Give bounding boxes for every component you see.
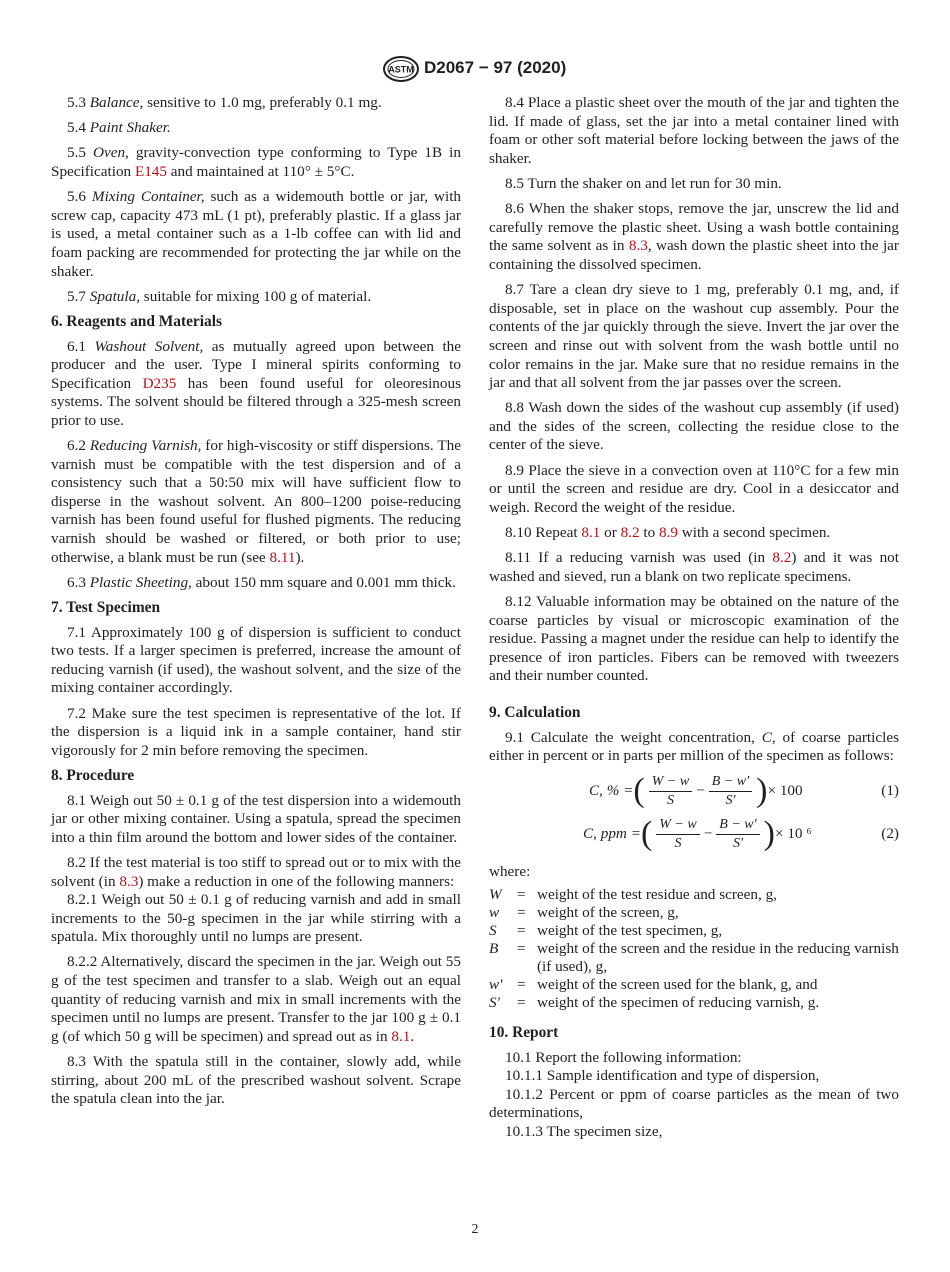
ref-8-9[interactable]: 8.9 <box>658 524 678 542</box>
eq2-number: (2) <box>881 825 899 843</box>
ref-8-2[interactable]: 8.2 <box>620 524 640 542</box>
page-number: 2 <box>471 1222 479 1237</box>
section-8-7: 8.7 Tare a clean dry sieve to 1 mg, preferably 0.1 mg, and, if disposable, set in place on the washout cup assembly. Pour the contents of the jar quickly through the sieve. Invert the jar over the screen and rinse out with solvent from the wash bottle until no color remains in the jar. Make sure that no residue remains in the jar and that all solvent from the jar passes over the screen. <box>489 281 899 392</box>
ref-8-1[interactable]: 8.1 <box>581 524 601 542</box>
ref-d235[interactable]: D235 <box>142 374 177 392</box>
section-8-5: 8.5 Turn the shaker on and let run for 30 min. <box>505 174 782 192</box>
ref-8-3[interactable]: 8.3 <box>628 237 648 255</box>
definition-row: W = weight of the test residue and screen, g, <box>489 885 777 903</box>
section-6-3: 6.3 Plastic Sheeting, about 150 mm square and 0.001 mm thick. <box>67 573 456 591</box>
section-6-2: 6.2 Reducing Varnish, for high-viscosity or stiff dispersions. The varnish must be compatible with the test dispersion and of a consistency such that a 50:50 mix will have sufficient flow to disperse in the washout solvent. An 800–1200 poise-reducing varnish has been found useful for flushed pigments. The reducing varnish should be washed or filtered, or both prior to use; otherwise, a blank must be run (see 8.11). <box>51 437 461 566</box>
eq1-multiplier: × 100 <box>767 782 803 800</box>
section-5-5: 5.5 Oven, gravity-convection type conforming to Type 1B in Specification E145 and maintained at 110° ± 5°C. <box>51 144 461 180</box>
left-column <box>51 94 461 1115</box>
section-8-2-1: 8.2.1 Weigh out 50 ± 0.1 g of reducing varnish and add in small increments to the 50-g specimen in the jar while stirring with a spatula. Mix thoroughly until no lumps are present. <box>51 891 461 946</box>
section-8-11: 8.11 If a reducing varnish was used (in 8.2) and it was not washed and sieved, run a blank on two replicate specimens. <box>489 549 899 585</box>
section-8-4: 8.4 Place a plastic sheet over the mouth of the jar and tighten the lid. If made of glass, set the jar into a metal container lined with foam or other soft material before locking between the jaws of the shaker. <box>489 94 899 167</box>
ref-e145[interactable]: E145 <box>134 162 167 180</box>
eq1-number: (1) <box>881 782 899 800</box>
definition-row: B = weight of the screen and the residue in the reducing varnish (if used), g, <box>489 939 899 975</box>
definition-row: w = weight of the screen, g, <box>489 903 679 921</box>
heading-test-specimen: 7. Test Specimen <box>51 599 161 616</box>
section-8-6: 8.6 When the shaker stops, remove the jar, unscrew the lid and carefully remove the plastic sheet. Using a wash bottle containing the same solvent as in 8.3, wash down the plastic sheet into the jar containing the dissolved specimen. <box>489 200 899 273</box>
section-8-9: 8.9 Place the sieve in a convection oven at 110°C for a few min or until the screen and residue are dry. Cool in a desiccator and weigh. Record the weight of the residue. <box>489 461 899 516</box>
ref-8-2[interactable]: 8.2 <box>772 549 792 567</box>
section-7-2: 7.2 Make sure the test specimen is representative of the lot. If the dispersion is a liquid ink in a sample container, hand stir vigorously for 2 min before removing the specimen. <box>51 704 461 759</box>
definition-row: S' = weight of the specimen of reducing varnish, g. <box>489 993 820 1011</box>
section-8-3: 8.3 With the spatula still in the container, slowly add, while stirring, about 200 mL of the prescribed washout solvent. Scrape the spatula clean into the jar. <box>51 1053 461 1108</box>
astm-logo-icon <box>381 55 421 83</box>
eq2-multiplier: × 10 ⁶ <box>774 825 812 843</box>
section-8-10: 8.10 Repeat 8.1 or 8.2 to 8.9 with a second specimen. <box>505 524 831 542</box>
section-8-1: 8.1 Weigh out 50 ± 0.1 g of the test dispersion into a widemouth jar or other mixing container. Using a spatula, spread the specimen into a thin film around the bottom and lower sides of the container. <box>51 791 461 846</box>
report-section <box>489 1049 899 1142</box>
heading-calculation: 9. Calculation <box>489 703 581 721</box>
ref-8-11[interactable]: 8.11 <box>269 548 296 566</box>
heading-report: 10. Report <box>489 1023 559 1041</box>
section-5-3: 5.3 Balance, sensitive to 1.0 mg, preferably 0.1 mg. <box>67 94 382 111</box>
heading-procedure: 8. Procedure <box>51 766 135 784</box>
variable-definitions <box>489 886 899 1012</box>
section-6-1: 6.1 Washout Solvent, as mutually agreed upon between the producer and the user. Type I mineral spirits conforming to Specification D235 has been found useful for oleoresinous systems. The solvent should be filtered through a 325-mesh screen prior to use. <box>51 337 462 429</box>
section-8-12: 8.12 Valuable information may be obtained on the nature of the coarse particles by visual or microscopic examination of the residue. Passing a magnet under the residue can help to identify the presence of iron particles. Fibers can be removed with tweezers and their number counted. <box>489 593 899 685</box>
right-column <box>489 94 899 1142</box>
section-9-1: 9.1 Calculate the weight concentration, C, of coarse particles either in percent or in parts per million of the specimen as follows: <box>489 728 899 765</box>
section-10-1: 10.1 Report the following information: <box>505 1048 742 1066</box>
section-8-2-2: 8.2.2 Alternatively, discard the specimen in the jar. Weigh out 55 g of the test specimen and transfer to a slab. Weigh out an equal quantity of reducing varnish and mix in small increments with the specimen until no lumps are present. Transfer to the jar 100 g ± 0.1 g (of which 50 g will be specimen) and spread out as in 8.1. <box>51 953 461 1045</box>
section-5-7: 5.7 Spatula, suitable for mixing 100 g of material. <box>67 287 372 305</box>
section-5-4: 5.4 Paint Shaker. <box>67 119 171 137</box>
definition-row: S = weight of the test specimen, g, <box>489 921 723 939</box>
definition-row: w' = weight of the screen used for the blank, g, and <box>489 975 818 993</box>
section-8-8: 8.8 Wash down the sides of the washout cup assembly (if used) and the sides of the screen, collecting the residue close to the center of the sieve. <box>489 399 899 454</box>
equation-2: C, ppm = ( $\frac{W - w}{S}$ − $\frac{B - w'}{S'}$ ) × 10 ⁶ (2) <box>583 815 899 853</box>
page-header <box>0 55 950 83</box>
ref-8-1[interactable]: 8.1 <box>391 1027 411 1045</box>
section-7-1: 7.1 Approximately 100 g of dispersion is sufficient to conduct two tests. If a larger specimen is preferred, increase the amount of reducing varnish (if used), the washout solvent, and the size of the mixing container accordingly. <box>51 623 461 697</box>
section-10-1-3: 10.1.3 The specimen size, <box>505 1122 663 1140</box>
section-5-6: 5.6 Mixing Container, such as a widemouth bottle or jar, with screw cap, capacity 473 mL (1 pt), preferably plastic. If a glass jar is used, a metal container such as a 1-lb coffee can with lid and foam packing are recommended for protecting the jar while on the shaker. <box>51 188 462 280</box>
equation-1: C, % = ( $\frac{W - w}{S}$ − $\frac{B - w'}{S'}$ ) × 100 (1) <box>589 772 899 810</box>
eq2-lhs: C, ppm = <box>583 825 641 843</box>
section-10-1-1: 10.1.1 Sample identification and type of dispersion, <box>505 1067 820 1085</box>
ref-8-3[interactable]: 8.3 <box>119 872 139 890</box>
heading-reagents: 6. Reagents and Materials <box>51 312 222 330</box>
logo-text: ASTM <box>388 64 414 75</box>
standard-designation: D2067 − 97 (2020) <box>424 58 567 77</box>
where-label: where: <box>489 863 531 881</box>
eq1-lhs: C, % = <box>589 782 634 800</box>
section-10-1-2: 10.1.2 Percent or ppm of coarse particles as the mean of two determinations, <box>489 1085 899 1122</box>
section-8-2: 8.2 If the test material is too stiff to spread out or to mix with the solvent (in 8.3) make a reduction in one of the following manners: <box>51 853 461 890</box>
